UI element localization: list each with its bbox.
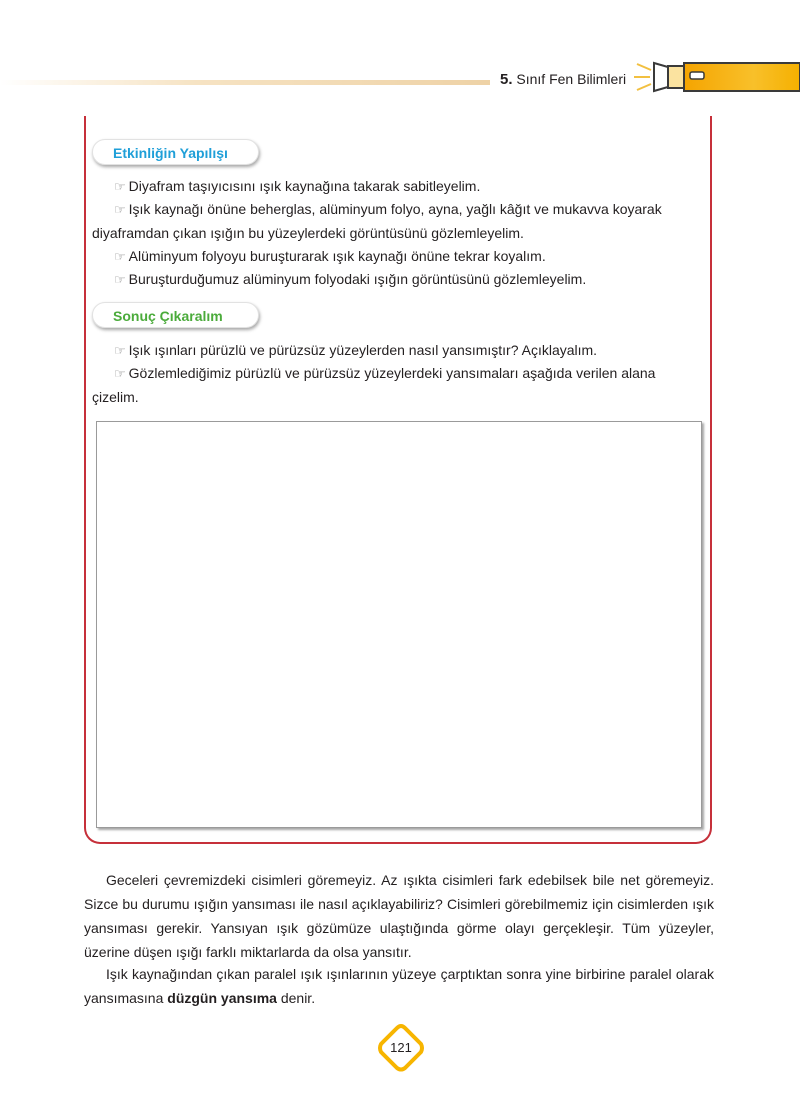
- term-duzgun-yansima: düzgün yansıma: [167, 990, 277, 1006]
- body-paragraph-2: Işık kaynağından çıkan paralel ışık ışınlarının yüzeye çarptıktan sonra yine birbirine paralel olarak yansımasına düzgün yansıma denir.: [84, 966, 714, 1006]
- list-item: ☞ Işık ışınları pürüzlü ve pürüzsüz yüzeylerden nasıl yansımıştır? Açıklayalım.: [114, 342, 598, 358]
- page-number-badge: [376, 1023, 426, 1073]
- list-item: ☞ Gözlemlediğimiz pürüzlü ve pürüzsüz yüzeylerdeki yansımaları aşağıda verilen alana: [114, 365, 656, 381]
- list-item: ☞ Diyafram taşıyıcısını ışık kaynağına takarak sabitleyelim.: [114, 178, 481, 194]
- pointing-hand-icon: ☞: [114, 179, 126, 194]
- flashlight-icon: [632, 55, 800, 100]
- list-item-continuation: diyaframdan çıkan ışığın bu yüzeylerdeki görüntüsünü gözlemleyelim.: [92, 225, 524, 241]
- list-item: ☞ Buruşturduğumuz alüminyum folyodaki ışığın görüntüsünü gözlemleyelim.: [114, 271, 587, 287]
- header-rule: [0, 80, 490, 85]
- page-number: 121: [390, 1040, 412, 1055]
- pointing-hand-icon: ☞: [114, 272, 126, 287]
- header-title: [500, 71, 626, 88]
- pointing-hand-icon: ☞: [114, 366, 126, 381]
- pointing-hand-icon: ☞: [114, 202, 126, 217]
- subject-title: Sınıf Fen Bilimleri: [516, 71, 627, 87]
- list-item: ☞ Alüminyum folyoyu buruşturarak ışık kaynağı önüne tekrar koyalım.: [114, 248, 546, 264]
- section-heading-etkinlik: Etkinliğin Yapılışı: [92, 139, 259, 165]
- grade-number: 5.: [500, 71, 513, 88]
- body-paragraph-1: Geceleri çevremizdeki cisimleri göremeyiz. Az ışıkta cisimleri fark edebilsek bile net göremeyiz. Sizce bu durumu ışığın yansıması ile nasıl açıklayabiliriz? Cisimleri görebilmemiz için cisimlerden ışık yansıması gerekir. Yansıyan ışık gözümüze ulaştığında görme olayı gerçekleşir. Tüm yüzeyler, üzerine düşen ışığı farklı miktarlarda da olsa yansıtır.: [84, 872, 714, 960]
- pointing-hand-icon: ☞: [114, 249, 126, 264]
- section-heading-sonuc: Sonuç Çıkaralım: [92, 302, 259, 328]
- list-item: ☞ Işık kaynağı önüne beherglas, alüminyum folyo, ayna, yağlı kâğıt ve mukavva koyarak: [114, 201, 662, 217]
- list-item-continuation: çizelim.: [92, 389, 139, 405]
- drawing-area[interactable]: [96, 421, 702, 828]
- pointing-hand-icon: ☞: [114, 343, 126, 358]
